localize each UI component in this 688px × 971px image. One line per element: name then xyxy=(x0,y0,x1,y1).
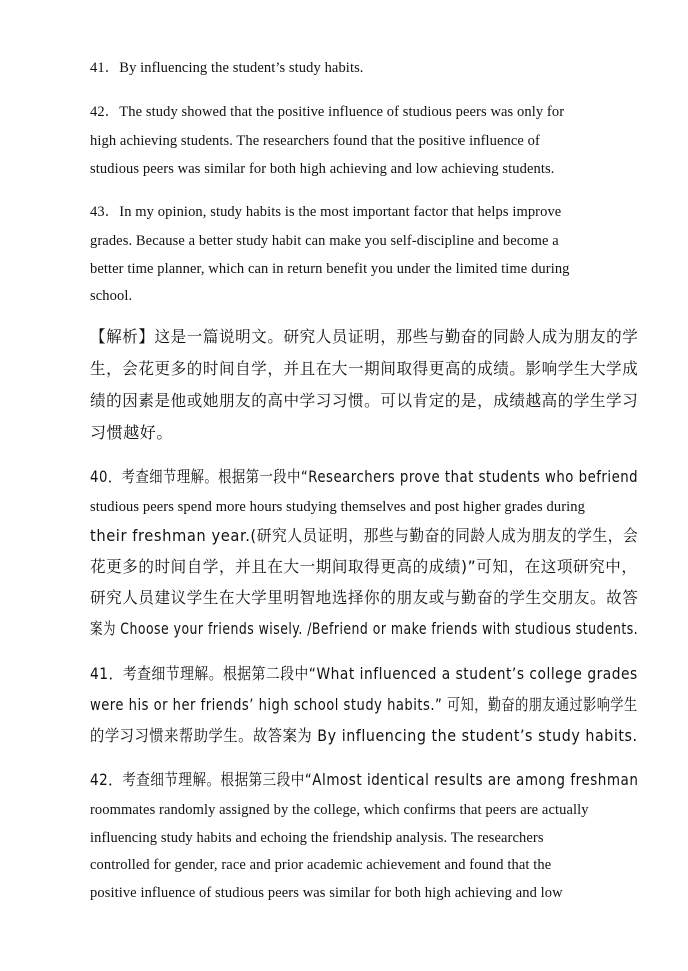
answer-43-line-3: better time planner, which can in return benefit you under the limited time during xyxy=(90,261,570,277)
answer-43-line-1: 43．In my opinion, study habits is the most important factor that helps improve xyxy=(90,204,562,220)
q40-line-6: 案为 Choose your friends wisely. /Befriend or make friends with studious students. xyxy=(90,619,639,638)
q41-line-2: were his or her friends’ high school study habits.” 可知，勤奋的朋友通过影响学生 xyxy=(90,695,638,714)
q40-line-1: 40．考查细节理解。根据第一段中“Researchers prove that students who befriend xyxy=(90,467,639,486)
q42-line-4: controlled for gender, race and prior academic achievement and found that the xyxy=(90,857,552,873)
answer-42-line-3: studious peers was similar for both high achieving and low achieving students. xyxy=(90,161,555,177)
q42-line-2: roommates randomly assigned by the college, which confirms that peers are actually xyxy=(90,802,589,818)
answer-43-line-4: school. xyxy=(90,288,133,304)
q42-line-5: positive influence of studious peers was similar for both high achieving and low xyxy=(90,885,563,901)
answer-41-line-1: 41．By influencing the student’s study habits. xyxy=(90,60,364,76)
q42-line-1: 42．考查细节理解。根据第三段中“Almost identical results are among freshman xyxy=(90,770,639,789)
answer-42-line-1: 42．The study showed that the positive influence of studious peers was only for xyxy=(90,104,565,120)
answer-43-line-2: grades. Because a better study habit can make you self-discipline and become a xyxy=(90,233,559,249)
analysis-line-3: 绩的因素是他或她朋友的高中学习习惯。可以肯定的是，成绩越高的学生学习 xyxy=(90,391,639,410)
q42-line-3: influencing study habits and echoing the friendship analysis. The researchers xyxy=(90,830,544,846)
analysis-line-1: 【解析】这是一篇说明文。研究人员证明，那些与勤奋的同龄人成为朋友的学 xyxy=(90,327,639,346)
q40-line-3: their freshman year.(研究人员证明，那些与勤奋的同龄人成为朋友的学生，会 xyxy=(90,526,639,545)
analysis-line-2: 生，会花更多的时间自学，并且在大一期间取得更高的成绩。影响学生大学成 xyxy=(90,359,639,378)
q40-line-2: studious peers spend more hours studying themselves and post higher grades during xyxy=(90,499,585,515)
q40-line-5: 研究人员建议学生在大学里明智地选择你的朋友或与勤奋的学生交朋友。故答 xyxy=(90,588,639,607)
q40-line-4: 花更多的时间自学，并且在大一期间取得更高的成绩)”可知，在这项研究中， xyxy=(90,557,638,576)
q41-line-3: 的学习习惯来帮助学生。故答案为 By influencing the student’s study habits. xyxy=(90,726,638,745)
analysis-line-4: 习惯越好。 xyxy=(90,423,174,442)
answer-42-line-2: high achieving students. The researchers found that the positive influence of xyxy=(90,133,540,149)
q41-line-1: 41．考查细节理解。根据第二段中“What influenced a student’s college grades xyxy=(90,664,638,683)
